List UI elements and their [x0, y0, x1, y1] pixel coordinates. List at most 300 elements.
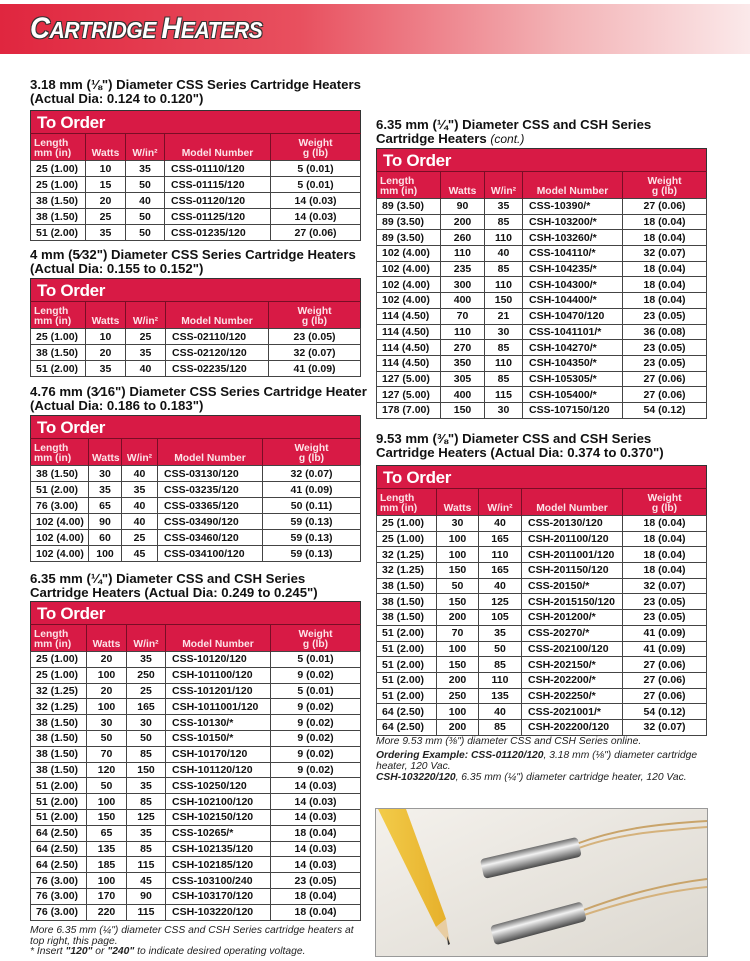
left-more-note: More 6.35 mm (¼") diameter CSS and CSH Series cartridge heaters at top right, this page. — [30, 925, 354, 947]
column-header: Watts — [86, 302, 126, 329]
table-cell: 100 — [437, 641, 479, 657]
table-cell: 150 — [87, 809, 127, 825]
table-cell: 110 — [485, 355, 523, 371]
table-cell: CSH-202200/120 — [522, 719, 623, 735]
table-cell: 30 — [437, 516, 479, 532]
table-row — [377, 308, 707, 324]
table-cell: 70 — [437, 625, 479, 641]
table-row — [377, 261, 707, 277]
header-banner — [0, 4, 750, 54]
column-header: Weight g (lb) — [271, 625, 361, 652]
table-cell: 54 (0.12) — [623, 704, 707, 720]
table-cell: CSH-102150/120 — [166, 809, 271, 825]
table-row — [31, 904, 361, 920]
to-order-header: To Order — [377, 466, 707, 489]
table-cell: 65 — [87, 825, 127, 841]
table-cell: 10 — [86, 161, 126, 177]
section-title-line1: 6.35 mm (¼") Diameter CSS and CSH Series — [30, 571, 306, 586]
table-cell: 51 (2.00) — [377, 657, 437, 673]
table-cell: 114 (4.50) — [377, 324, 441, 340]
table-row — [377, 246, 707, 262]
table-cell: 40 — [485, 246, 523, 262]
table-cell: 59 (0.13) — [263, 530, 361, 546]
table-cell: 50 (0.11) — [263, 498, 361, 514]
table-cell: 40 — [122, 466, 158, 482]
table-cell: 38 (1.50) — [31, 466, 89, 482]
table-cell: 59 (0.13) — [263, 546, 361, 562]
table-cell: CSS-107150/120 — [523, 402, 623, 418]
table-row — [31, 177, 361, 193]
table-row — [377, 625, 707, 641]
table-cell: 165 — [127, 699, 166, 715]
table-cell: 115 — [127, 904, 166, 920]
table-cell: 90 — [441, 199, 485, 215]
table-row — [377, 355, 707, 371]
table-cell: 76 (3.00) — [31, 888, 87, 904]
table-cell: 105 — [479, 610, 522, 626]
table-cell: 25 (1.00) — [377, 516, 437, 532]
table-cell: CSS-2021001/* — [522, 704, 623, 720]
table-cell: CSS-03130/120 — [158, 466, 263, 482]
section-title — [30, 385, 390, 413]
table-row — [377, 657, 707, 673]
table-cell: 51 (2.00) — [31, 361, 86, 377]
table-cell: 170 — [87, 888, 127, 904]
table-row — [31, 652, 361, 668]
section-title — [376, 432, 736, 460]
order-table — [376, 465, 707, 736]
table-cell: CSS-03365/120 — [158, 498, 263, 514]
table-cell: 35 — [122, 482, 158, 498]
table-cell: 90 — [89, 514, 122, 530]
table-cell: 400 — [441, 293, 485, 309]
table-cell: 18 (0.04) — [623, 293, 707, 309]
column-header: Weight g (lb) — [623, 489, 707, 516]
table-cell: 76 (3.00) — [31, 904, 87, 920]
section-title — [376, 118, 736, 146]
table-row — [31, 825, 361, 841]
table-cell: 18 (0.04) — [271, 904, 361, 920]
table-cell: 23 (0.05) — [623, 594, 707, 610]
table-cell: 18 (0.04) — [623, 516, 707, 532]
ordering-example-2: CSH-103220/120, 6.35 mm (¼") diameter cartridge heater, 120 Vac. — [376, 772, 687, 783]
table-cell: 50 — [87, 778, 127, 794]
table-cell: 51 (2.00) — [377, 672, 437, 688]
table-row — [377, 402, 707, 418]
table-row — [31, 209, 361, 225]
table-cell: 18 (0.04) — [623, 214, 707, 230]
table-cell: 20 — [87, 683, 127, 699]
table-row — [31, 225, 361, 241]
table-cell: 50 — [127, 730, 166, 746]
table-cell: 127 (5.00) — [377, 387, 441, 403]
column-header: Model Number — [522, 489, 623, 516]
table-cell: 23 (0.05) — [271, 873, 361, 889]
table-row — [31, 466, 361, 482]
table-cell: 15 — [86, 177, 126, 193]
table-cell: 150 — [441, 402, 485, 418]
table-cell: 9 (0.02) — [271, 762, 361, 778]
table-cell: CSH-202250/* — [522, 688, 623, 704]
table-cell: CSH-102185/120 — [166, 857, 271, 873]
table-cell: 40 — [479, 578, 522, 594]
table-row — [377, 371, 707, 387]
table-cell: 23 (0.05) — [623, 308, 707, 324]
table-cell: 10 — [86, 329, 126, 345]
table-row — [31, 329, 361, 345]
table-cell: CSH-201150/120 — [522, 563, 623, 579]
table-cell: 185 — [87, 857, 127, 873]
column-header: Weight g (lb) — [269, 302, 361, 329]
table-cell: 64 (2.50) — [31, 825, 87, 841]
table-cell: 35 — [126, 161, 165, 177]
table-cell: CSS-02235/120 — [166, 361, 269, 377]
table-cell: 5 (0.01) — [271, 652, 361, 668]
table-row — [377, 563, 707, 579]
table-cell: 64 (2.50) — [31, 857, 87, 873]
column-header: W/in² — [127, 625, 166, 652]
table-row — [31, 778, 361, 794]
table-cell: CSH-201100/120 — [522, 531, 623, 547]
table-cell: CSH-104350/* — [523, 355, 623, 371]
table-cell: CSS-03460/120 — [158, 530, 263, 546]
table-cell: 25 — [122, 530, 158, 546]
column-header: Weight g (lb) — [271, 134, 361, 161]
table-row — [377, 719, 707, 735]
table-cell: 85 — [485, 261, 523, 277]
table-cell: 32 (1.25) — [377, 563, 437, 579]
table-cell: 200 — [437, 719, 479, 735]
table-cell: CSH-103220/120 — [166, 904, 271, 920]
right-more-note: More 9.53 mm (⅜") diameter CSS and CSH Series online. — [376, 736, 642, 747]
table-cell: 32 (0.07) — [263, 466, 361, 482]
table-cell: 150 — [485, 293, 523, 309]
table-cell: 30 — [127, 715, 166, 731]
table-cell: 115 — [485, 387, 523, 403]
table-cell: 35 — [127, 825, 166, 841]
table-cell: 14 (0.03) — [271, 209, 361, 225]
table-cell: 50 — [87, 730, 127, 746]
table-row — [377, 277, 707, 293]
table-cell: 102 (4.00) — [377, 293, 441, 309]
section-title-line1: 4.76 mm (3⁄16") Diameter CSS Series Cartridge Heater — [30, 384, 367, 399]
table-cell: CSS-01120/120 — [165, 193, 271, 209]
table-cell: CSH-102100/120 — [166, 794, 271, 810]
table-cell: 18 (0.04) — [623, 261, 707, 277]
table-cell: 14 (0.03) — [271, 193, 361, 209]
table-cell: 9 (0.02) — [271, 667, 361, 683]
table-cell: 51 (2.00) — [377, 688, 437, 704]
table-cell: 102 (4.00) — [377, 246, 441, 262]
table-cell: 178 (7.00) — [377, 402, 441, 418]
table-cell: 100 — [437, 704, 479, 720]
table-cell: CSH-10170/120 — [166, 746, 271, 762]
table-cell: 27 (0.06) — [623, 371, 707, 387]
table-cell: 23 (0.05) — [623, 340, 707, 356]
table-cell: 260 — [441, 230, 485, 246]
table-cell: CSS-02120/120 — [166, 345, 269, 361]
table-cell: 38 (1.50) — [31, 715, 87, 731]
table-cell: 50 — [126, 225, 165, 241]
column-header: Model Number — [165, 134, 271, 161]
table-cell: CSS-20270/* — [522, 625, 623, 641]
table-row — [31, 746, 361, 762]
table-row — [377, 340, 707, 356]
table-cell: 76 (3.00) — [31, 873, 87, 889]
table-cell: CSS-103100/240 — [166, 873, 271, 889]
section-title-line2: (Actual Dia: 0.124 to 0.120") — [30, 91, 204, 106]
table-cell: CSS-01125/120 — [165, 209, 271, 225]
table-cell: 27 (0.06) — [623, 199, 707, 215]
table-cell: 250 — [437, 688, 479, 704]
table-cell: 14 (0.03) — [271, 794, 361, 810]
column-header: Model Number — [166, 625, 271, 652]
table-cell: 32 (0.07) — [269, 345, 361, 361]
table-cell: 90 — [127, 888, 166, 904]
table-cell: 350 — [441, 355, 485, 371]
table-row — [31, 530, 361, 546]
table-cell: CSH-202150/* — [522, 657, 623, 673]
table-cell: 9 (0.02) — [271, 730, 361, 746]
table-cell: CSS-104110/* — [523, 246, 623, 262]
table-row — [377, 688, 707, 704]
table-row — [377, 293, 707, 309]
table-cell: 50 — [126, 209, 165, 225]
table-cell: 51 (2.00) — [31, 794, 87, 810]
table-cell: 5 (0.01) — [271, 177, 361, 193]
table-cell: 85 — [127, 841, 166, 857]
table-cell: 35 — [86, 361, 126, 377]
table-cell: 18 (0.04) — [271, 825, 361, 841]
to-order-header: To Order — [377, 149, 707, 172]
table-cell: 51 (2.00) — [377, 641, 437, 657]
table-cell: 100 — [437, 531, 479, 547]
table-cell: 50 — [437, 578, 479, 594]
table-row — [31, 193, 361, 209]
table-cell: CSH-102135/120 — [166, 841, 271, 857]
product-photo — [375, 808, 708, 957]
table-row — [31, 498, 361, 514]
table-cell: 114 (4.50) — [377, 355, 441, 371]
table-row — [31, 667, 361, 683]
table-cell: 41 (0.09) — [269, 361, 361, 377]
table-cell: CSH-2015150/120 — [522, 594, 623, 610]
table-cell: 25 (1.00) — [31, 652, 87, 668]
table-cell: 35 — [479, 625, 522, 641]
table-cell: 300 — [441, 277, 485, 293]
table-cell: 51 (2.00) — [31, 225, 86, 241]
table-cell: 45 — [127, 873, 166, 889]
section-title-line1: 4 mm (5⁄32") Diameter CSS Series Cartridge Heaters — [30, 247, 356, 262]
table-cell: 25 (1.00) — [31, 161, 86, 177]
table-cell: 125 — [479, 594, 522, 610]
table-cell: 38 (1.50) — [377, 578, 437, 594]
table-row — [31, 888, 361, 904]
column-header: Length mm (in) — [377, 489, 437, 516]
table-cell: 27 (0.06) — [623, 672, 707, 688]
table-row — [31, 514, 361, 530]
table-cell: 60 — [89, 530, 122, 546]
table-cell: 85 — [485, 340, 523, 356]
table-cell: 25 (1.00) — [377, 531, 437, 547]
table-cell: 85 — [127, 746, 166, 762]
table-cell: 85 — [479, 719, 522, 735]
table-cell: 85 — [485, 214, 523, 230]
table-row — [31, 683, 361, 699]
table-cell: 30 — [485, 324, 523, 340]
table-cell: 32 (0.07) — [623, 246, 707, 262]
table-cell: 220 — [87, 904, 127, 920]
table-cell: 25 — [127, 683, 166, 699]
table-cell: 100 — [87, 667, 127, 683]
table-cell: 89 (3.50) — [377, 230, 441, 246]
table-cell: 40 — [479, 516, 522, 532]
table-cell: CSS-1041101/* — [523, 324, 623, 340]
table-cell: 85 — [127, 794, 166, 810]
table-cell: 9 (0.02) — [271, 746, 361, 762]
table-cell: 40 — [122, 498, 158, 514]
table-cell: 21 — [485, 308, 523, 324]
table-cell: 9 (0.02) — [271, 699, 361, 715]
table-cell: CSS-10390/* — [523, 199, 623, 215]
to-order-header: To Order — [31, 279, 361, 302]
table-cell: 200 — [437, 672, 479, 688]
table-cell: 38 (1.50) — [31, 209, 86, 225]
table-cell: CSS-101201/120 — [166, 683, 271, 699]
table-cell: 200 — [437, 610, 479, 626]
table-cell: 40 — [126, 193, 165, 209]
section-title-line2: Cartridge Heaters (Actual Dia: 0.374 to 0.370") — [376, 445, 664, 460]
table-cell: 32 (0.07) — [623, 578, 707, 594]
section-title-line2: (Actual Dia: 0.155 to 0.152") — [30, 261, 204, 276]
table-cell: 100 — [87, 794, 127, 810]
table-cell: 25 (1.00) — [31, 667, 87, 683]
table-cell: CSS-20130/120 — [522, 516, 623, 532]
table-cell: 18 (0.04) — [623, 230, 707, 246]
table-cell: 102 (4.00) — [377, 277, 441, 293]
table-cell: 25 (1.00) — [31, 329, 86, 345]
table-row — [377, 547, 707, 563]
table-cell: 110 — [485, 277, 523, 293]
order-table — [30, 278, 361, 377]
table-cell: 51 (2.00) — [31, 809, 87, 825]
order-table — [30, 415, 361, 562]
table-cell: 38 (1.50) — [377, 610, 437, 626]
table-cell: 40 — [126, 361, 166, 377]
table-row — [31, 841, 361, 857]
table-cell: CSS-202100/120 — [522, 641, 623, 657]
table-cell: CSH-104400/* — [523, 293, 623, 309]
table-cell: 40 — [479, 704, 522, 720]
column-header: Weight g (lb) — [623, 172, 707, 199]
section-title — [30, 78, 390, 106]
table-cell: 40 — [122, 514, 158, 530]
table-cell: 35 — [126, 345, 166, 361]
table-row — [31, 730, 361, 746]
table-cell: 100 — [437, 547, 479, 563]
table-cell: 14 (0.03) — [271, 841, 361, 857]
table-row — [377, 704, 707, 720]
column-header: Length mm (in) — [377, 172, 441, 199]
section-title — [30, 572, 390, 600]
table-cell: 14 (0.03) — [271, 857, 361, 873]
table-cell: 65 — [89, 498, 122, 514]
to-order-header: To Order — [31, 602, 361, 625]
table-cell: 150 — [437, 563, 479, 579]
table-cell: 59 (0.13) — [263, 514, 361, 530]
table-cell: 25 — [126, 329, 166, 345]
table-row — [31, 161, 361, 177]
table-cell: CSS-10250/120 — [166, 778, 271, 794]
table-cell: 38 (1.50) — [31, 746, 87, 762]
column-header: Model Number — [523, 172, 623, 199]
table-row — [31, 482, 361, 498]
table-cell: CSS-03490/120 — [158, 514, 263, 530]
table-cell: 50 — [126, 177, 165, 193]
table-cell: CSH-105400/* — [523, 387, 623, 403]
table-cell: 270 — [441, 340, 485, 356]
table-cell: CSH-103200/* — [523, 214, 623, 230]
table-row — [377, 594, 707, 610]
table-cell: 30 — [89, 466, 122, 482]
column-header: Weight g (lb) — [263, 439, 361, 466]
table-cell: 23 (0.05) — [623, 355, 707, 371]
table-cell: 9 (0.02) — [271, 715, 361, 731]
column-header: W/in² — [479, 489, 522, 516]
table-cell: CSS-10265/* — [166, 825, 271, 841]
table-cell: CSH-104235/* — [523, 261, 623, 277]
table-cell: 41 (0.09) — [623, 625, 707, 641]
table-cell: 150 — [437, 594, 479, 610]
section-title-line2: Cartridge Heaters (Actual Dia: 0.249 to 0.245") — [30, 585, 318, 600]
table-cell: 5 (0.01) — [271, 161, 361, 177]
table-cell: 30 — [485, 402, 523, 418]
table-cell: 18 (0.04) — [623, 563, 707, 579]
voltage-note: * Insert "120" or "240" to indicate desired operating voltage. — [30, 946, 306, 957]
table-cell: CSH-105305/* — [523, 371, 623, 387]
table-cell: CSH-10470/120 — [523, 308, 623, 324]
column-header: Length mm (in) — [31, 134, 86, 161]
table-cell: 70 — [87, 746, 127, 762]
table-cell: CSS-20150/* — [522, 578, 623, 594]
table-cell: 102 (4.00) — [31, 530, 89, 546]
table-row — [31, 699, 361, 715]
table-cell: 100 — [87, 699, 127, 715]
table-cell: CSS-10130/* — [166, 715, 271, 731]
table-row — [31, 546, 361, 562]
section-title-line1: 9.53 mm (⅜") Diameter CSS and CSH Series — [376, 431, 652, 446]
table-cell: CSH-1011001/120 — [166, 699, 271, 715]
table-row — [377, 578, 707, 594]
table-cell: 38 (1.50) — [31, 762, 87, 778]
table-cell: 125 — [127, 809, 166, 825]
to-order-header: To Order — [31, 111, 361, 134]
table-cell: 200 — [441, 214, 485, 230]
table-cell: 27 (0.06) — [623, 688, 707, 704]
table-cell: 235 — [441, 261, 485, 277]
table-cell: 150 — [437, 657, 479, 673]
table-cell: 110 — [479, 672, 522, 688]
table-row — [377, 610, 707, 626]
table-cell: 51 (2.00) — [31, 482, 89, 498]
section-title — [30, 248, 390, 276]
table-cell: CSS-10120/120 — [166, 652, 271, 668]
table-cell: 76 (3.00) — [31, 498, 89, 514]
table-cell: 165 — [479, 531, 522, 547]
table-cell: 27 (0.06) — [623, 657, 707, 673]
table-cell: 85 — [485, 371, 523, 387]
table-cell: CSH-202200/* — [522, 672, 623, 688]
